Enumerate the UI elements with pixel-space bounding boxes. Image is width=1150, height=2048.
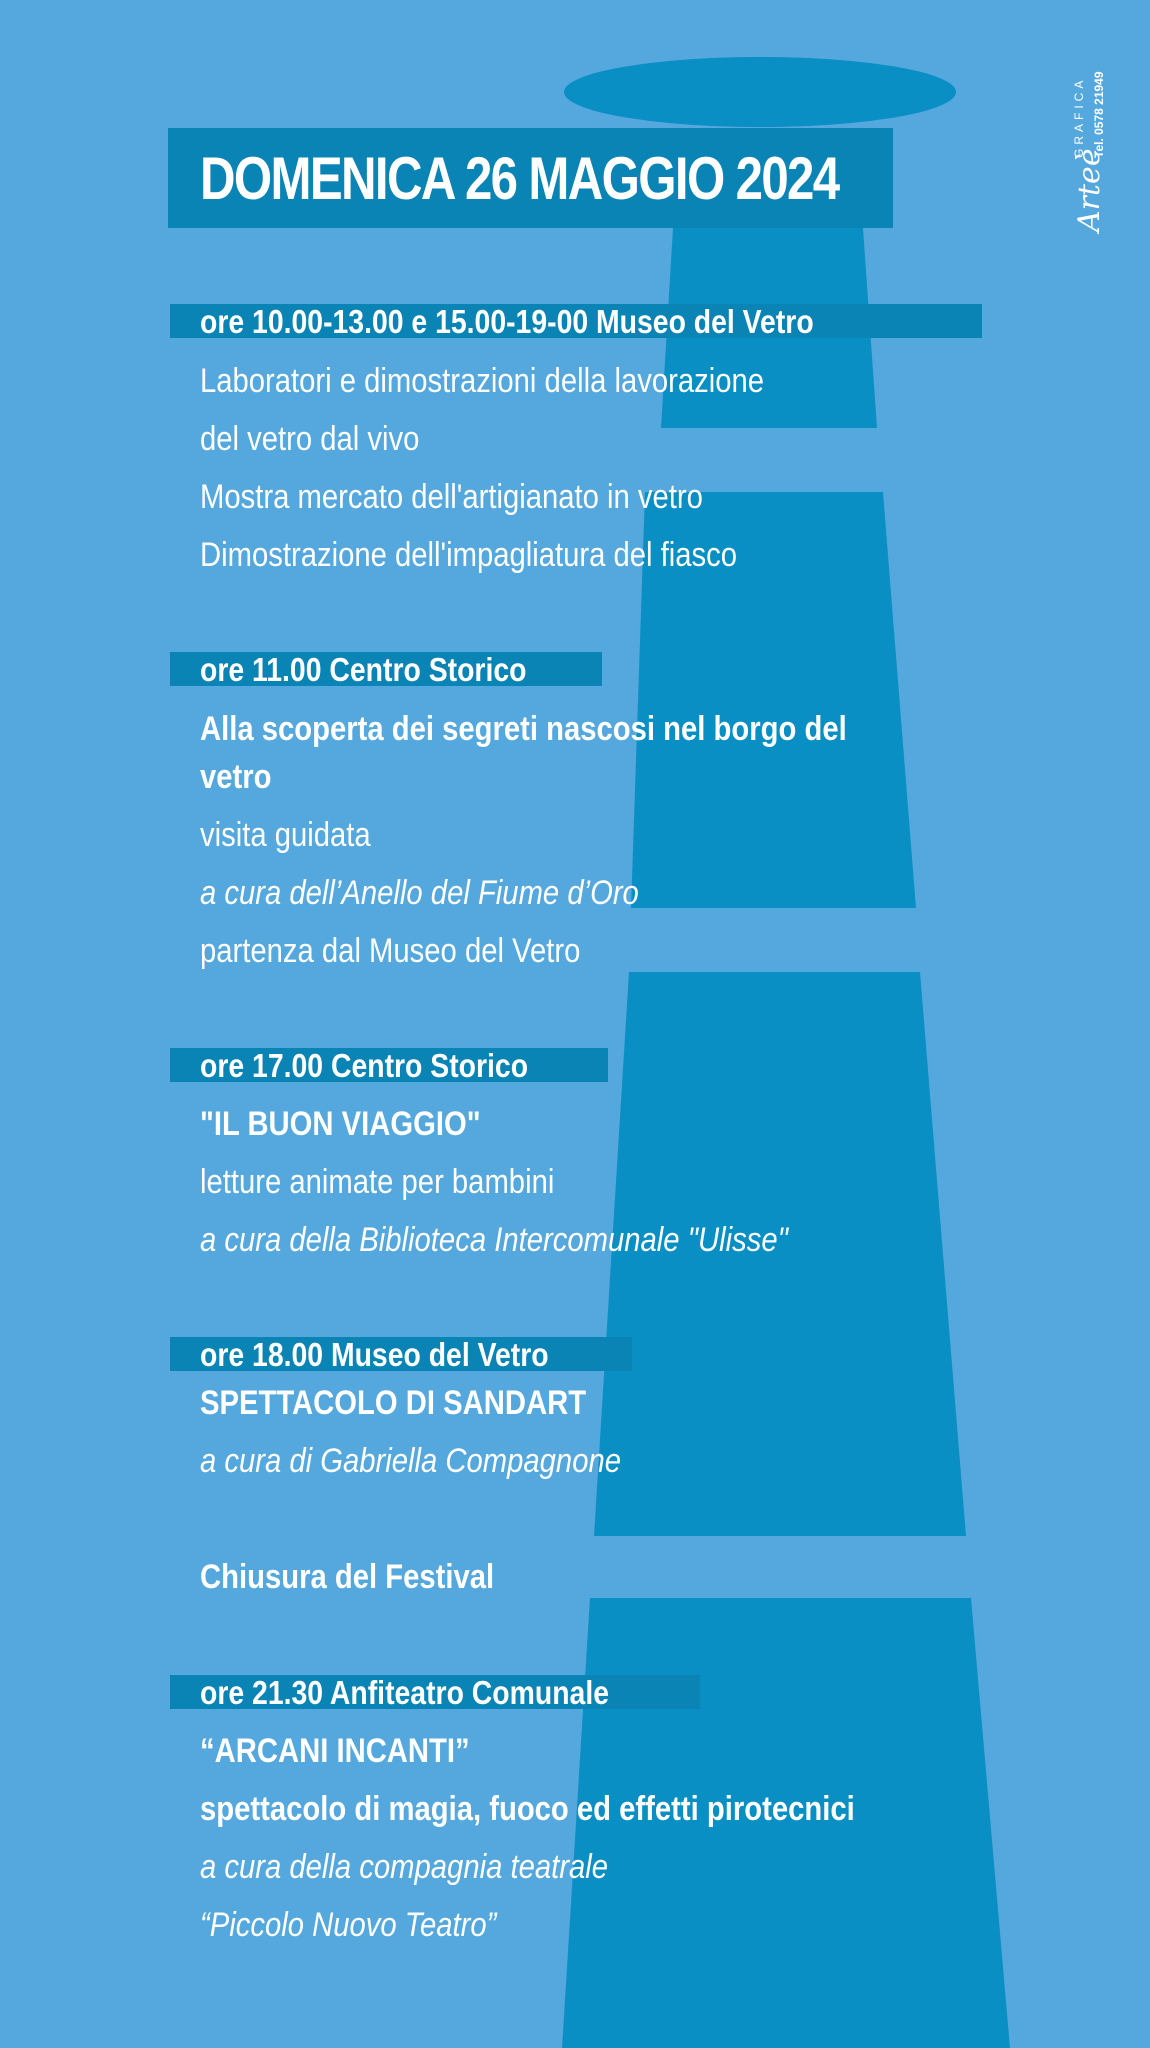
- event-time-location: ore 10.00-13.00 e 15.00-19-00 Museo del Vetro: [200, 303, 814, 340]
- event-line: partenza dal Museo del Vetro: [200, 932, 581, 970]
- event-title: "IL BUON VIAGGIO": [200, 1105, 481, 1143]
- event-time-location: ore 17.00 Centro Storico: [200, 1047, 529, 1084]
- event-organizer: “Piccolo Nuovo Teatro”: [200, 1906, 497, 1944]
- event-title: SPETTACOLO DI SANDART: [200, 1384, 587, 1422]
- event-organizer: a cura della compagnia teatrale: [200, 1848, 608, 1886]
- event-organizer: a cura dell’Anello del Fiume d’Oro: [200, 874, 639, 912]
- logo-brand: GRAFICA: [1072, 76, 1086, 158]
- event-line: Laboratori e dimostrazioni della lavorazione: [200, 362, 764, 400]
- event-line: del vetro dal vivo: [200, 420, 420, 458]
- event-line: Mostra mercato dell'artigianato in vetro: [200, 478, 703, 516]
- event-time-location: ore 21.30 Anfiteatro Comunale: [200, 1674, 609, 1711]
- event-title: vetro: [200, 758, 272, 796]
- event-organizer: a cura della Biblioteca Intercomunale "Ulisse": [200, 1221, 788, 1259]
- event-time-location: ore 18.00 Museo del Vetro: [200, 1336, 549, 1373]
- event-title: Alla scoperta dei segreti nascosi nel borgo del: [200, 710, 847, 748]
- page-title: DOMENICA 26 MAGGIO 2024: [200, 144, 839, 212]
- event-organizer: a cura di Gabriella Compagnone: [200, 1442, 621, 1480]
- event-line: letture animate per bambini: [200, 1163, 555, 1201]
- event-line: Dimostrazione dell'impagliatura del fiasco: [200, 536, 738, 574]
- festival-closing: Chiusura del Festival: [200, 1558, 495, 1596]
- artee-grafica-logo: [1068, 52, 1124, 232]
- event-description: spettacolo di magia, fuoco ed effetti pirotecnici: [200, 1790, 855, 1828]
- logo-signature: Arteè: [1072, 148, 1107, 232]
- date-banner: [168, 128, 893, 228]
- event-line: visita guidata: [200, 816, 371, 854]
- event-time-location: ore 11.00 Centro Storico: [200, 651, 527, 688]
- logo-phone: Tel. 0578 21949: [1092, 71, 1106, 158]
- event-title: “ARCANI INCANTI”: [200, 1732, 470, 1770]
